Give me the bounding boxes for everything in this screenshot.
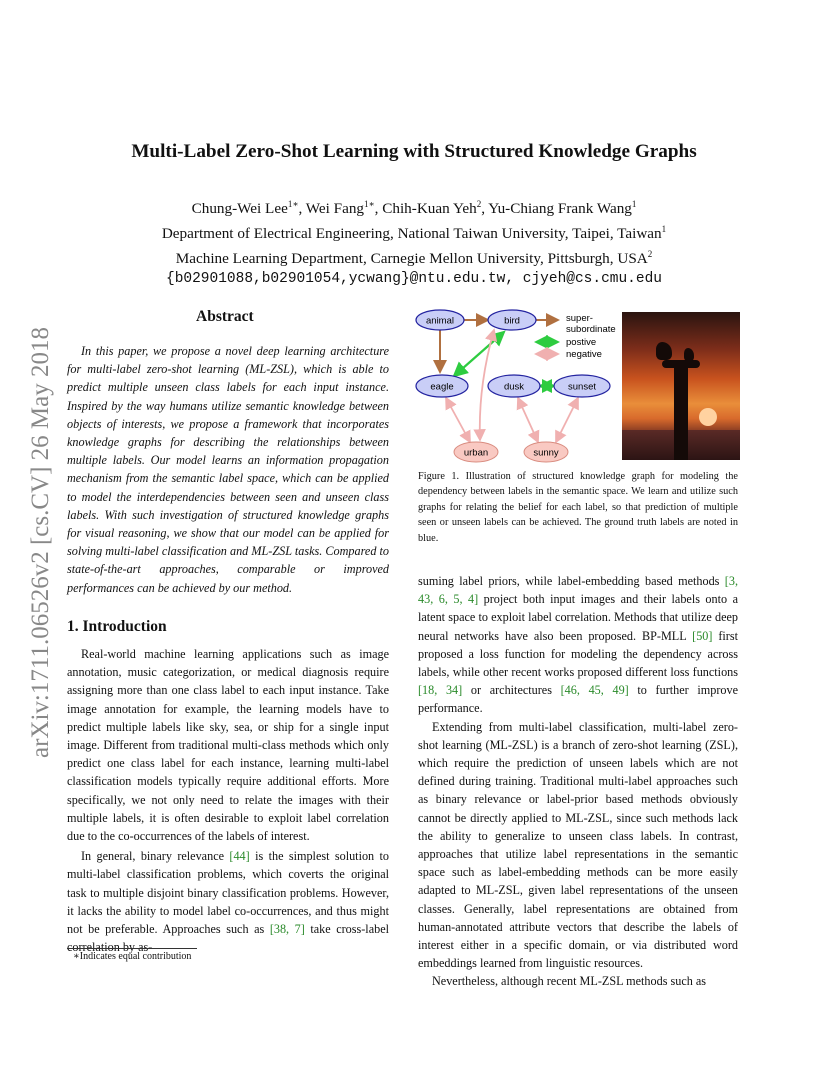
author-list: Chung-Wei Lee$^{1∗}$, Wei Fang$^{1∗}$, Chih-Kuan Yeh$^2$, Yu-Chiang Frank Wang$^1$ bbox=[191, 199, 637, 218]
node-sunset bbox=[554, 375, 610, 397]
edge-eagle-urban bbox=[446, 398, 470, 442]
svg-text:sunset: sunset bbox=[568, 381, 596, 393]
author-name: Chih-Kuan Yeh bbox=[382, 200, 477, 218]
node-urban bbox=[454, 442, 498, 462]
paragraph: In general, binary relevance [44] is the simplest solution to multi-label classification problems, which coverts the original task to multiple disjoint binary classification problems. However, it lacks the ability to model label co-occurrences, and thus might not be preferable. Approaches such as [38, 7] take cross-label correlation by as- bbox=[67, 849, 389, 955]
paragraph: Extending from multi-label classification, multi-label zero-shot learning (ML-ZSL) is a branch of zero-shot learning (ZSL), which require the prediction of unseen labels which are not defined during training. Traditional multi-label approaches such as binary relevance or label-prior based methods obviously cannot be directly applied to ML-ZSL, since such methods lack the ability to generalize to unseen class labels. In contrast, approaches that utilize label representations in the semantic space such as label-embedding methods can be more easily adapted to ML-ZSL, given label representations of the unseen classes. Generally, label representations are obtained from human-annotated attribute vectors that describe the labels of interest either in a specific domain, or via distributed word embeddings learned from linguistic resources. bbox=[418, 719, 738, 971]
author-name: Yu-Chiang Frank Wang bbox=[488, 200, 632, 218]
section-heading: 1. Introduction bbox=[67, 618, 167, 635]
node-dusk bbox=[488, 375, 540, 397]
svg-text:dusk: dusk bbox=[503, 381, 525, 393]
abstract-heading: Abstract bbox=[196, 308, 254, 325]
citation-link[interactable]: [50] bbox=[692, 628, 713, 643]
paper-title: Multi-Label Zero-Shot Learning with Structured Knowledge Graphs bbox=[131, 141, 697, 162]
figure-caption: Figure 1. Illustration of structured knowledge graph for modeling the dependency between labels in the semantic space. We learn and utilize such graphs for relating the belief for each label, so that prediction of multiple seen or unseen labels can be achieved. The ground truth labels are noted in blue. bbox=[418, 471, 738, 544]
citation-link[interactable]: [44] bbox=[229, 849, 250, 864]
arxiv-watermark: arXiv:1711.06526v2 [cs.CV] 26 May 2018 bbox=[27, 327, 54, 758]
footnote: ∗Indicates equal contribution bbox=[73, 951, 192, 962]
author-affil-mark: 2 bbox=[476, 199, 482, 209]
svg-text:negative: negative bbox=[566, 349, 602, 360]
author-block bbox=[0, 194, 828, 290]
affiliation: Machine Learning Department, Carnegie Mellon University, Pittsburgh, USA$^2$ bbox=[175, 249, 653, 268]
svg-text:postive: postive bbox=[566, 337, 597, 348]
node-animal bbox=[416, 310, 464, 330]
svg-text:urban: urban bbox=[463, 447, 489, 459]
edge-bird-eagle bbox=[454, 332, 504, 376]
svg-text:eagle: eagle bbox=[430, 381, 454, 393]
edge-sunset-sunny bbox=[556, 398, 578, 442]
sunset-eagle-photo bbox=[622, 312, 740, 460]
author-name: Wei Fang bbox=[305, 200, 365, 218]
affiliation: Department of Electrical Engineering, National Taiwan University, Taipei, Taiwan$^1$ bbox=[161, 224, 667, 243]
paragraph: Nevertheless, although recent ML-ZSL methods such as bbox=[432, 974, 707, 989]
citation-link[interactable]: [38, 7] bbox=[269, 922, 305, 937]
svg-text:subordinate: subordinate bbox=[566, 324, 616, 335]
edge-dusk-sunny bbox=[518, 398, 538, 442]
svg-text:bird: bird bbox=[504, 315, 520, 327]
author-name: Chung-Wei Lee bbox=[191, 200, 288, 218]
intro-text bbox=[67, 645, 389, 956]
author-affil-mark: 1∗ bbox=[287, 199, 299, 209]
citation-link[interactable]: [3, 43, 6, 5, 4] bbox=[418, 574, 738, 607]
node-sunny bbox=[524, 442, 568, 462]
abstract-text: In this paper, we propose a novel deep learning architecture for multi-label zero-shot learning (ML-ZSL), which is able to predict multiple unseen class labels for each input instance. Inspired by the way humans utilize semantic knowledge between objects of interests, we propose a framework that incorporates knowledge graphs for describing the relationships between multiple labels. Our model learns an information propagation mechanism from the semantic label space, which can be applied to model the interdependencies between seen and unseen class labels. With such investigation of structured knowledge graphs for visual reasoning, we show that our model can be applied for solving multi-label classification and ML-ZSL tasks. Compared to state-of-the-art approaches, comparable or improved performances can be achieved by our method. bbox=[67, 344, 389, 595]
svg-text:sunny: sunny bbox=[533, 447, 559, 459]
citation-link[interactable]: [46, 45, 49] bbox=[560, 683, 629, 698]
citation-link[interactable]: [18, 34] bbox=[418, 683, 463, 698]
svg-text:animal: animal bbox=[426, 315, 454, 327]
author-affil-mark: 1 bbox=[631, 199, 637, 209]
footnote-rule bbox=[67, 948, 197, 949]
node-bird bbox=[488, 310, 536, 330]
node-eagle bbox=[416, 375, 468, 397]
paragraph: Real-world machine learning applications such as image annotation, music categorization, or medical diagnosis require assigning more than one class label to each input instance. Take image annotation for example, the learning models have to predict multiple labels like sky, sea, or ship for a single input image. Different from traditional multi-class methods which only predict one class label for each instance, learning multi-label classification models typically require additional efforts. More specifically, we not only need to relate the images with their multiple labels, it is often desirable to exploit label correlation due to the co-occurrences of the labels of interest. bbox=[67, 647, 389, 844]
svg-text:super-: super- bbox=[566, 313, 593, 324]
right-column-text bbox=[418, 572, 738, 991]
paragraph: suming label priors, while label-embedding based methods [3, 43, 6, 5, 4] project both input images and their labels onto a latent space to exploit label correlation. Methods that utilize deep neural networks have also been proposed. BP-MLL [50] first proposed a loss function for modeling the dependency across labels, while other recent works proposed different loss functions [18, 34] or architectures [46, 45, 49] to further improve performance. bbox=[418, 574, 738, 716]
author-emails: {b02901088,b02901054,ycwang}@ntu.edu.tw, cjyeh@cs.cmu.edu bbox=[166, 271, 662, 288]
author-affil-mark: 1∗ bbox=[364, 199, 375, 209]
